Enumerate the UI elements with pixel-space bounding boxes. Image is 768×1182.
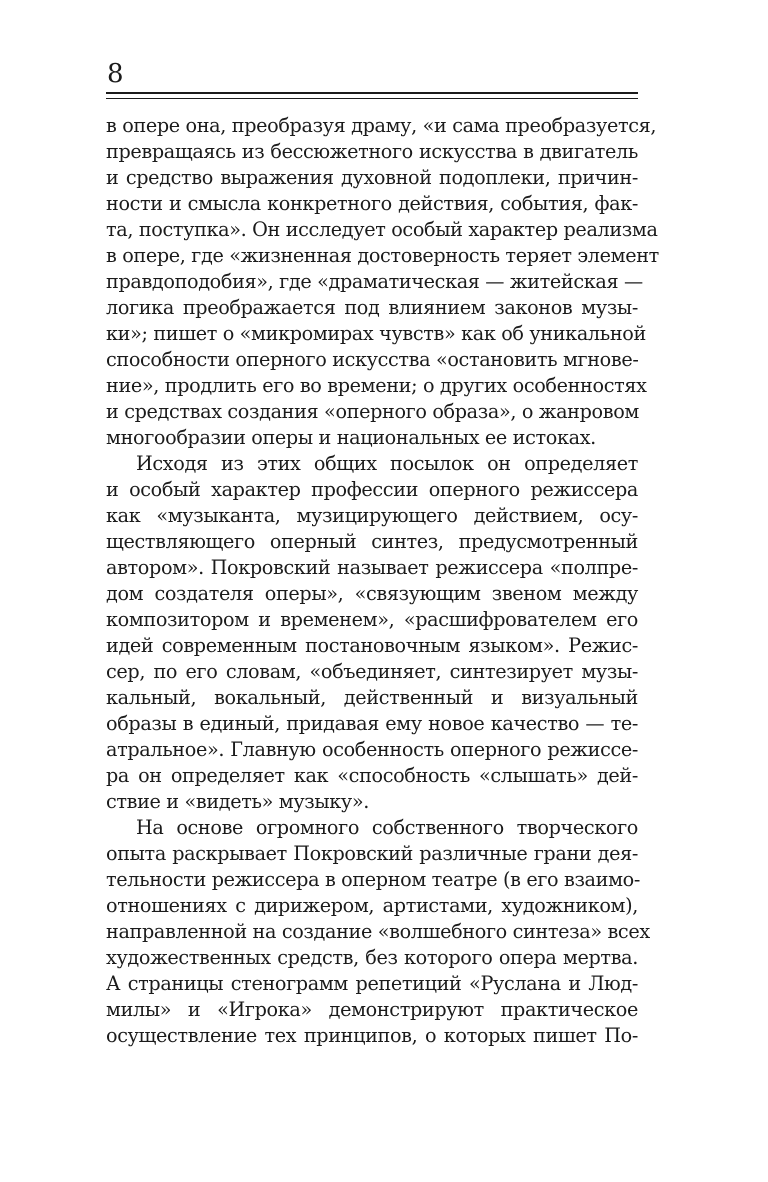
- text-line: отношениях с дирижером, артистами, художником),: [106, 894, 638, 917]
- text-line: А страницы стенограмм репетиций «Руслана и Люд-: [106, 972, 638, 995]
- text-line: ности и смысла конкретного действия, события, фак-: [106, 192, 638, 215]
- text-line: осуществление тех принципов, о которых пишет По-: [106, 1024, 638, 1047]
- text-line: тельности режиссера в оперном театре (в его взаимо-: [106, 868, 640, 891]
- text-line: кальный, вокальный, действенный и визуальный: [106, 686, 638, 709]
- text-line: опыта раскрывает Покровский различные грани дея-: [106, 842, 638, 865]
- text-line: дом создателя оперы», «связующим звеном между: [106, 582, 638, 605]
- text-line: ние», продлить его во времени; о других особенностях: [106, 374, 647, 397]
- text-line: атральное». Главную особенность оперного режиссе-: [106, 738, 638, 761]
- text-line: ществляющего оперный синтез, предусмотренный: [106, 530, 638, 553]
- text-line: На основе огромного собственного творческого: [136, 816, 638, 839]
- text-line: автором». Покровский называет режиссера «полпре-: [106, 556, 638, 579]
- header-rule: [106, 92, 638, 94]
- text-line: сер, по его словам, «объединяет, синтезирует музы-: [106, 660, 638, 683]
- text-line: та, поступка». Он исследует особый характер реализма: [106, 218, 658, 241]
- text-line: и средствах создания «оперного образа», о жанровом: [106, 400, 639, 423]
- text-line: многообразии оперы и национальных ее истоках.: [106, 426, 596, 449]
- text-line: милы» и «Игрока» демонстрируют практическое: [106, 998, 638, 1021]
- header-rule-thin: [106, 98, 638, 99]
- text-line: правдоподобия», где «драматическая — житейская —: [106, 270, 643, 293]
- text-line: в опере, где «жизненная достоверность теряет элемент: [106, 244, 659, 267]
- text-line: превращаясь из бессюжетного искусства в двигатель: [106, 140, 638, 163]
- paragraph-1: [106, 113, 659, 451]
- text-line: и особый характер профессии оперного режиссера: [106, 478, 638, 501]
- text-line: в опере она, преобразуя драму, «и сама преобразуется,: [106, 114, 657, 137]
- body-text: [106, 113, 659, 1049]
- text-line: как «музыканта, музицирующего действием, осу-: [106, 504, 638, 527]
- paragraph-2: [106, 451, 638, 815]
- text-line: художественных средств, без которого опера мертва.: [106, 946, 638, 969]
- text-line: и средство выражения духовной подоплеки, причин-: [106, 166, 638, 189]
- text-line: Исходя из этих общих посылок он определяет: [136, 452, 638, 475]
- text-line: ра он определяет как «способность «слышать» дей-: [106, 764, 638, 787]
- text-line: образы в единый, придавая ему новое качество — те-: [106, 712, 638, 735]
- paragraph-3: [106, 815, 650, 1049]
- text-line: направленной на создание «волшебного синтеза» всех: [106, 920, 650, 943]
- page-number: 8: [107, 59, 124, 89]
- text-line: ки»; пишет о «микромирах чувств» как об уникальной: [106, 322, 646, 345]
- text-line: композитором и временем», «расшифрователем его: [106, 608, 638, 631]
- text-line: логика преображается под влиянием законов музы-: [106, 296, 638, 319]
- text-line: способности оперного искусства «остановить мгнове-: [106, 348, 639, 371]
- text-line: идей современным постановочным языком». Режис-: [106, 634, 638, 657]
- text-line: ствие и «видеть» музыку».: [106, 790, 370, 813]
